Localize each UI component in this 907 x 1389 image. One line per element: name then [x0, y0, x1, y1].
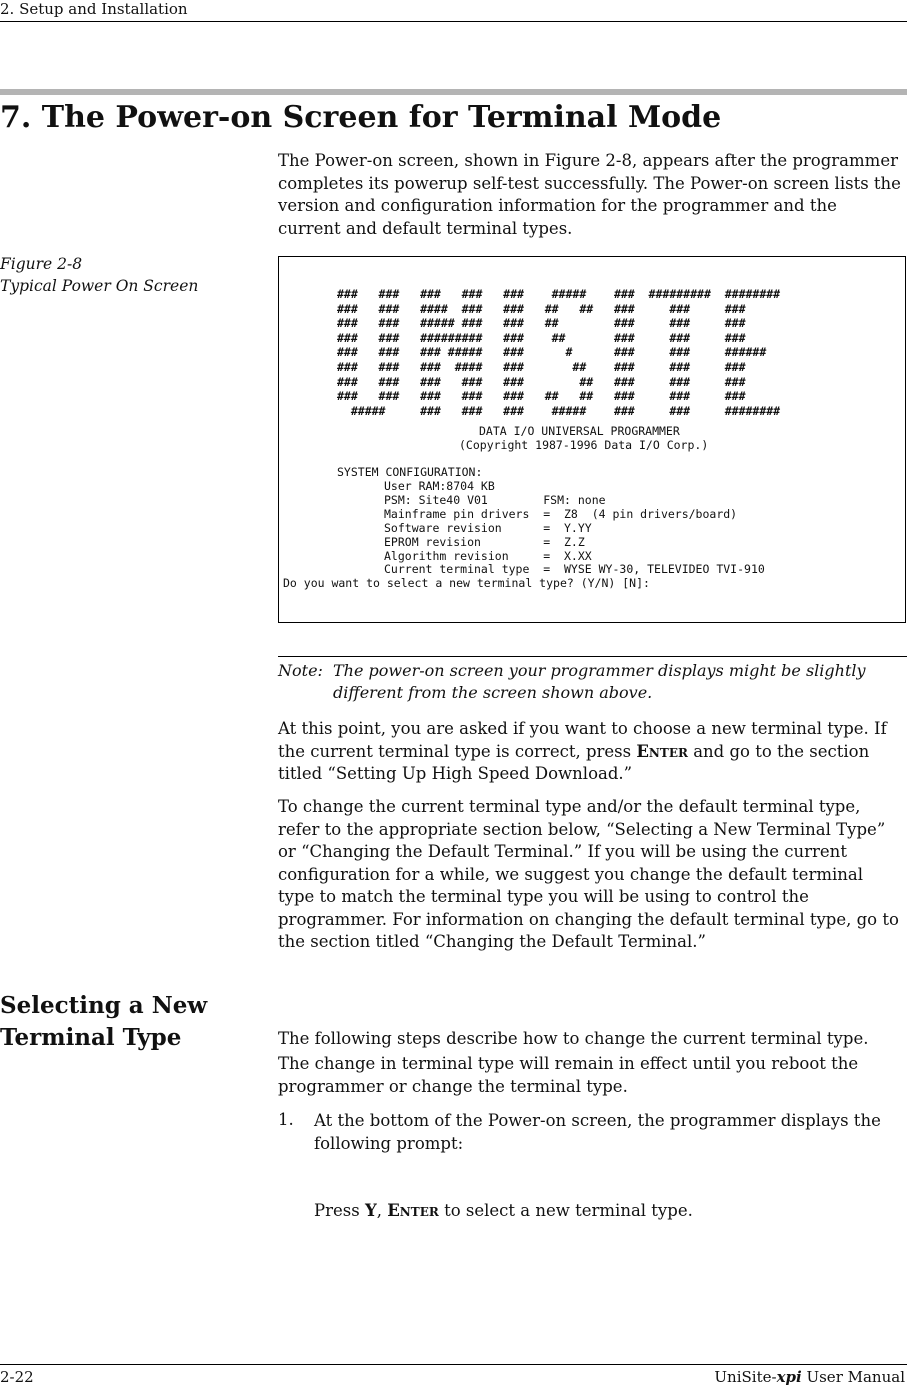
paragraph-text: and go to the section titled “Setting Up High Speed Download.”: [278, 741, 870, 783]
manual-title-text: UniSite-: [714, 1368, 777, 1386]
product-line: DATA I/O UNIVERSAL PROGRAMMER: [479, 424, 680, 438]
paragraph-text: At this point, you are asked if you want to choose a new terminal type. If the current terminal type is correct, press: [278, 719, 887, 761]
header-rule: [0, 21, 907, 22]
subsection-intro-2: The change in terminal type will remain in effect until you reboot the programmer or change the terminal type.: [278, 1054, 859, 1096]
config-title: SYSTEM CONFIGURATION:: [337, 465, 483, 479]
step-number: 1.: [278, 1110, 294, 1129]
figure-label: Figure 2-8: [0, 255, 83, 273]
subsection-intro-1: The following steps describe how to change the current terminal type.: [278, 1029, 869, 1048]
config-line: PSM: Site40 V01 FSM: none: [384, 493, 606, 507]
page-number: 2-22: [0, 1368, 34, 1386]
instruction-text: to select a new terminal type.: [438, 1201, 693, 1220]
section-divider-bar: [0, 89, 907, 95]
power-on-screen-figure: [278, 256, 906, 623]
config-line: Mainframe pin drivers = Z8 (4 pin drivers/board): [384, 507, 738, 521]
config-line: Current terminal type = WYSE WY-30, TELEVIDEO TVI-910: [384, 562, 765, 576]
copyright-line: (Copyright 1987-1996 Data I/O Corp.): [459, 438, 709, 452]
press-instruction: [314, 1200, 904, 1223]
unisite-banner: ### ### ### ### ### ##### ### ######### ######## ### ### #### ### ### ## ## ### ### ### ### ### ##### ### ### ## ### ### ### ### ### ######### ### ## ### ### ### ### ### ### ##### ### # ### ### ###### ### ### ### #### ### ## ### ### ### ### ### ### ### ### ## ### ### ### ### ### ### ### ### ## ## ### ### ### ##### ### ### ### ##### ### ### ########: [337, 287, 781, 418]
terminal-choice-paragraph: [278, 718, 904, 786]
section-title: 7. The Power-on Screen for Terminal Mode: [0, 100, 722, 135]
subsection-title: [0, 990, 207, 1054]
running-head: 2. Setup and Installation: [0, 0, 188, 18]
note: [278, 660, 906, 702]
change-terminal-paragraph: To change the current terminal type and/or the default terminal type, refer to the appropriate section below, “Selecting a New Terminal Type” or “Changing the Default Terminal.” If you will be using the current configuration for a while, we suggest you change the default terminal type to match the terminal type you will be using to control the programmer. For information on changing the default terminal type, go to the section titled “Changing the Default Terminal.”: [278, 797, 899, 951]
note-label: Note:: [278, 661, 323, 680]
note-rule: [278, 656, 907, 657]
manual-title-italic: xpi: [776, 1368, 802, 1386]
y-key: Y: [364, 1201, 377, 1220]
enter-key: Enter: [636, 741, 688, 761]
figure-title: Typical Power On Screen: [0, 277, 199, 295]
subsection-title-line: Selecting a New: [0, 992, 208, 1019]
config-line: EPROM revision = Z.Z: [384, 535, 585, 549]
config-line: Software revision = Y.YY: [384, 521, 592, 535]
intro-paragraph: The Power-on screen, shown in Figure 2-8, appears after the programmer completes its powerup self-test successfully. The Power-on screen lists the version and configuration information for the programmer and the current and default terminal types.: [278, 151, 901, 238]
manual-title-text: User Manual: [801, 1368, 905, 1386]
enter-key: Enter: [387, 1201, 439, 1220]
figure-caption: [0, 253, 240, 297]
config-line: Algorithm revision = X.XX: [384, 549, 592, 563]
config-line: User RAM:8704 KB: [384, 479, 495, 493]
subsection-title-line: Terminal Type: [0, 1024, 182, 1051]
manual-title: [714, 1368, 905, 1386]
terminal-prompt: Do you want to select a new terminal type? (Y/N) [N]:: [283, 576, 650, 590]
instruction-text: Press: [314, 1201, 365, 1220]
instruction-text: ,: [376, 1201, 388, 1220]
note-text: The power-on screen your programmer displays might be slightly different from the screen shown above.: [333, 661, 866, 702]
step-text: At the bottom of the Power-on screen, the programmer displays the following prompt:: [314, 1111, 881, 1153]
footer-rule: [0, 1364, 907, 1365]
